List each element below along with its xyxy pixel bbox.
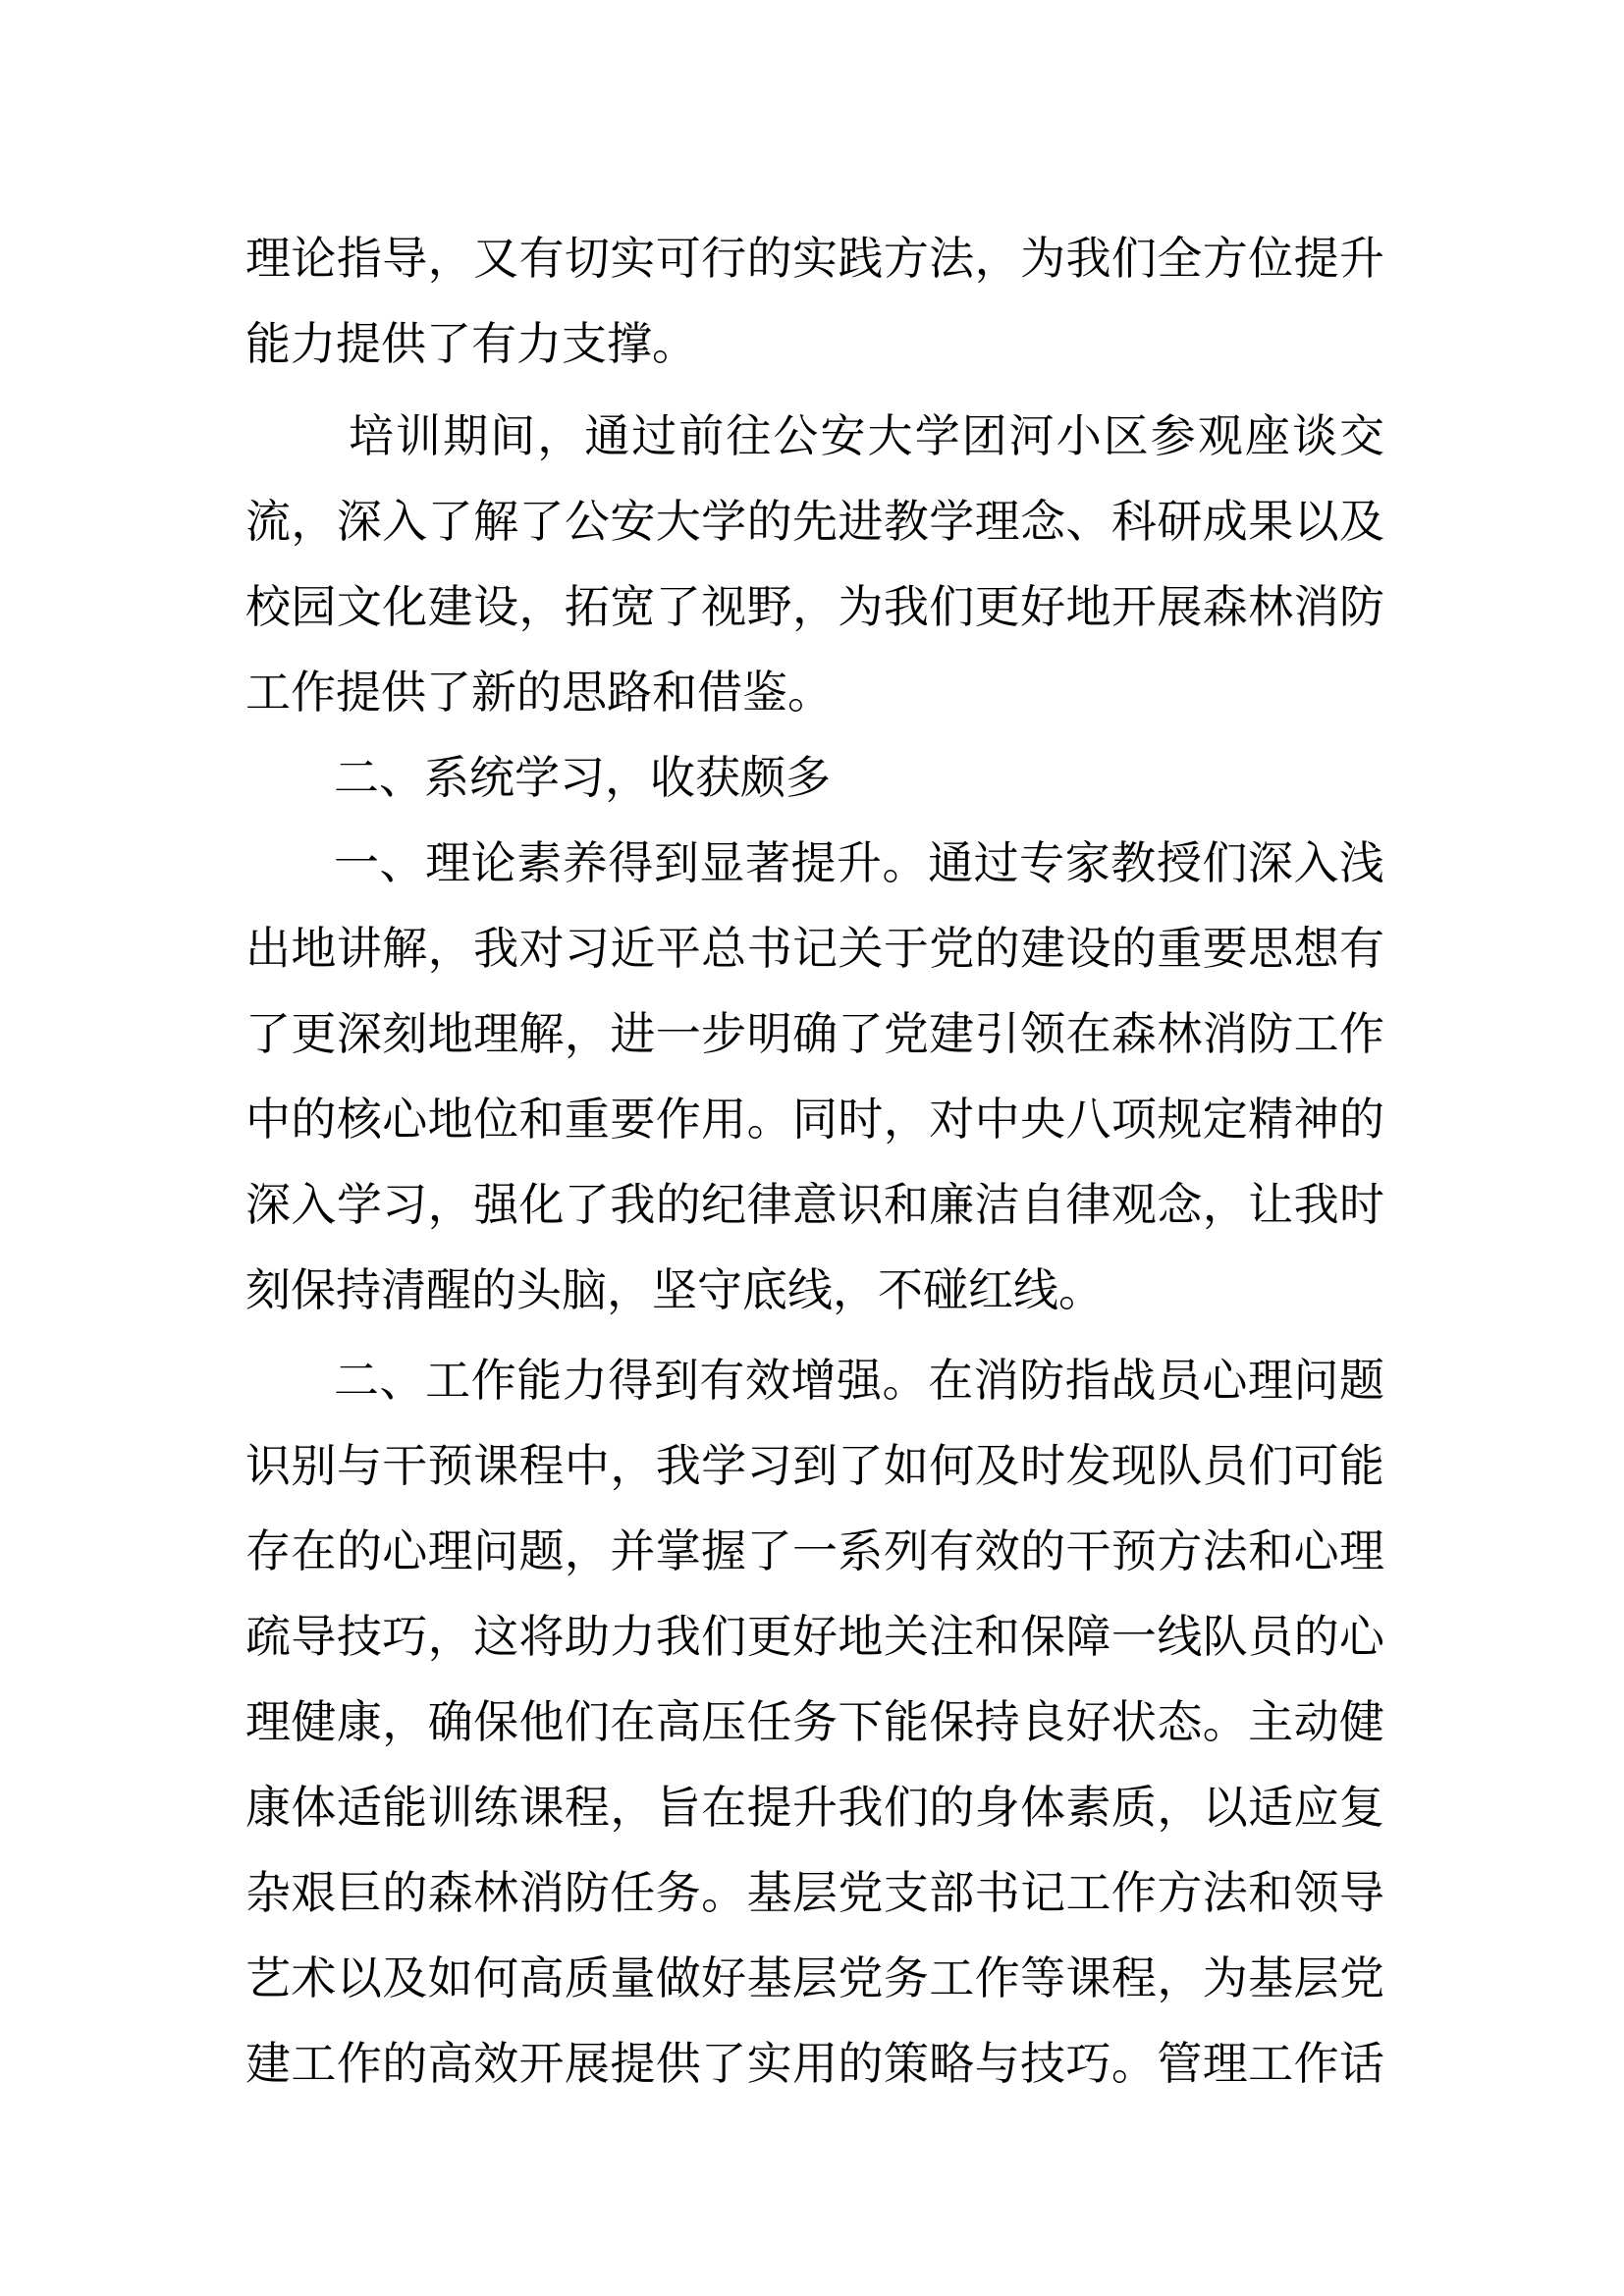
paragraph-line bbox=[0, 1248, 1624, 1333]
paragraph-line bbox=[0, 564, 1624, 650]
paragraph-line bbox=[0, 479, 1624, 564]
line-text: 培训期间，通过前往公安大学团河小区参观座谈交 bbox=[349, 409, 1387, 462]
paragraph-line bbox=[0, 1594, 1624, 1680]
line-text: 杂艰巨的森林消防任务。基层党支部书记工作方法和领导 bbox=[245, 1866, 1385, 1919]
paragraph-line bbox=[0, 1680, 1624, 1765]
line-text: 流，深入了解了公安大学的先进教学理念、科研成果以及 bbox=[245, 495, 1385, 548]
line-text: 能力提供了有力支撑。 bbox=[245, 317, 697, 370]
paragraph-line bbox=[0, 216, 1624, 301]
line-text: 二、工作能力得到有效增强。在消防指战员心理问题 bbox=[334, 1354, 1385, 1407]
line-text: 了更深刻地理解，进一步明确了党建引领在森林消防工作 bbox=[245, 1007, 1385, 1060]
paragraph-line bbox=[0, 991, 1624, 1077]
paragraph-line bbox=[0, 394, 1624, 479]
line-text: 识别与干预课程中，我学习到了如何及时发现队员们可能 bbox=[245, 1439, 1385, 1492]
line-text: 校园文化建设，拓宽了视野，为我们更好地开展森林消防 bbox=[245, 580, 1385, 633]
line-text: 疏导技巧，这将助力我们更好地关注和保障一线队员的心 bbox=[245, 1610, 1385, 1663]
paragraph-line bbox=[0, 1338, 1624, 1423]
line-text: 二、系统学习，收获颇多 bbox=[334, 751, 831, 804]
line-text: 深入学习，强化了我的纪律意识和廉洁自律观念，让我时 bbox=[245, 1178, 1385, 1231]
paragraph-line bbox=[0, 301, 1624, 387]
section-heading bbox=[0, 735, 1624, 821]
paragraph-line bbox=[0, 1509, 1624, 1594]
paragraph-line bbox=[0, 650, 1624, 735]
line-text: 理论指导，又有切实可行的实践方法，为我们全方位提升 bbox=[245, 232, 1385, 285]
line-text: 一、理论素养得到显著提升。通过专家教授们深入浅 bbox=[334, 836, 1385, 889]
line-text: 艺术以及如何高质量做好基层党务工作等课程，为基层党 bbox=[245, 1951, 1385, 2004]
paragraph-line bbox=[0, 1162, 1624, 1248]
paragraph-line bbox=[0, 1765, 1624, 1850]
paragraph-line bbox=[0, 821, 1624, 906]
line-text: 康体适能训练课程，旨在提升我们的身体素质，以适应复 bbox=[245, 1781, 1385, 1834]
line-text: 出地讲解，我对习近平总书记关于党的建设的重要思想有 bbox=[245, 922, 1385, 975]
line-text: 工作提供了新的思路和借鉴。 bbox=[245, 666, 833, 719]
line-text: 存在的心理问题，并掌握了一系列有效的干预方法和心理 bbox=[245, 1524, 1385, 1577]
paragraph-line bbox=[0, 1936, 1624, 2021]
line-text: 刻保持清醒的头脑，坚守底线，不碰红线。 bbox=[245, 1263, 1104, 1316]
line-text: 建工作的高效开展提供了实用的策略与技巧。管理工作话 bbox=[245, 2037, 1385, 2090]
line-text: 中的核心地位和重要作用。同时，对中央八项规定精神的 bbox=[245, 1093, 1385, 1146]
line-text: 理健康，确保他们在高压任务下能保持良好状态。主动健 bbox=[245, 1695, 1385, 1748]
paragraph-line bbox=[0, 2021, 1624, 2107]
paragraph-line bbox=[0, 1850, 1624, 1936]
paragraph-line bbox=[0, 906, 1624, 991]
paragraph-line bbox=[0, 1423, 1624, 1509]
paragraph-line bbox=[0, 1077, 1624, 1162]
